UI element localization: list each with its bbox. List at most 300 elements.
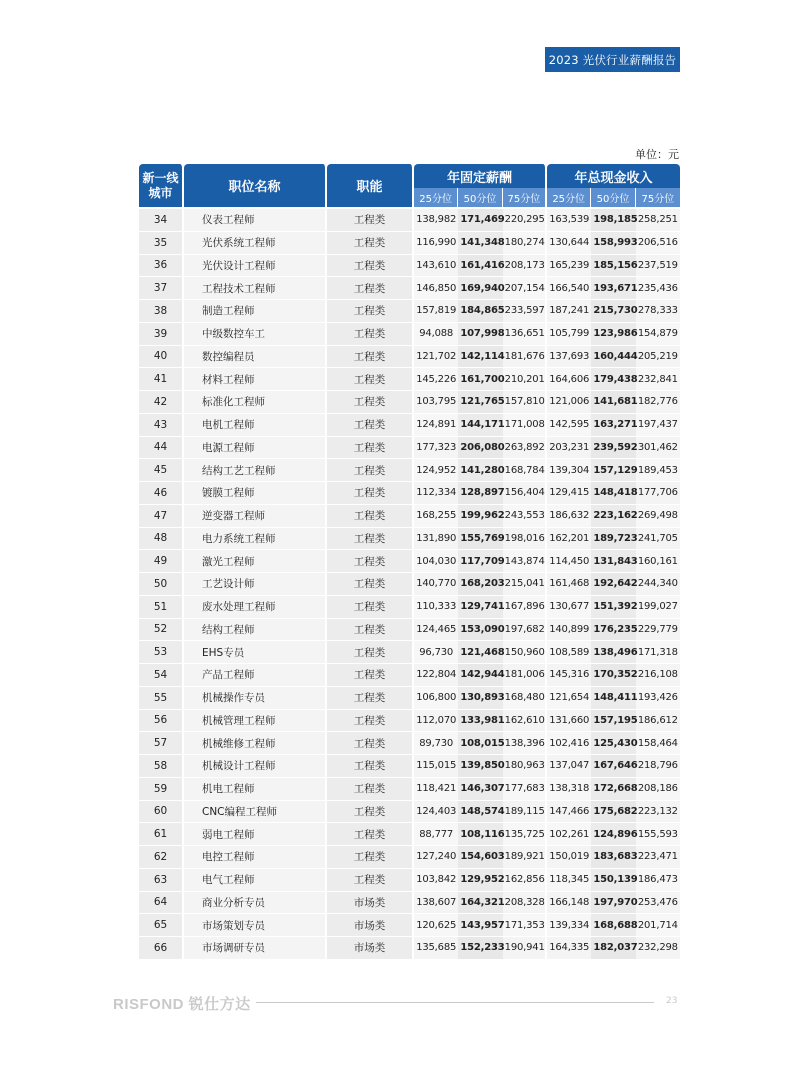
cell-fixed-p50: 107,998 <box>458 323 502 346</box>
table-row <box>139 596 680 619</box>
cell-function: 工程类 <box>327 869 414 892</box>
cell-fixed-p25: 157,819 <box>414 300 458 323</box>
cell-function: 工程类 <box>327 482 414 505</box>
table-row <box>139 823 680 846</box>
table-row <box>139 391 680 414</box>
cell-fixed-p50: 171,469 <box>458 209 502 232</box>
cell-total-p25: 139,304 <box>547 459 591 482</box>
salary-table-wrapper <box>139 164 680 960</box>
cell-position-name: CNC编程工程师 <box>184 801 327 824</box>
cell-city-rank: 60 <box>139 801 184 824</box>
cell-total-p25: 166,540 <box>547 277 591 300</box>
cell-position-name: 机电工程师 <box>184 778 327 801</box>
cell-function: 工程类 <box>327 596 414 619</box>
cell-fixed-p75: 207,154 <box>503 277 547 300</box>
table-row <box>139 346 680 369</box>
cell-fixed-p75: 197,682 <box>503 619 547 642</box>
table-row <box>139 892 680 915</box>
cell-total-p25: 118,345 <box>547 869 591 892</box>
cell-fixed-p75: 220,295 <box>503 209 547 232</box>
table-row <box>139 664 680 687</box>
cell-function: 工程类 <box>327 255 414 278</box>
header-position-name: 职位名称 <box>184 164 327 209</box>
cell-total-p50: 157,195 <box>591 710 635 733</box>
cell-fixed-p25: 112,070 <box>414 710 458 733</box>
cell-fixed-p50: 146,307 <box>458 778 502 801</box>
cell-position-name: 市场策划专员 <box>184 914 327 937</box>
cell-fixed-p25: 116,990 <box>414 232 458 255</box>
cell-fixed-p75: 167,896 <box>503 596 547 619</box>
table-row <box>139 755 680 778</box>
cell-function: 工程类 <box>327 437 414 460</box>
cell-total-p50: 176,235 <box>591 619 635 642</box>
cell-total-p75: 205,219 <box>636 346 680 369</box>
cell-fixed-p50: 199,962 <box>458 505 502 528</box>
cell-city-rank: 66 <box>139 937 184 960</box>
footer-logo: RISFOND 锐仕方达 <box>113 996 251 1013</box>
cell-city-rank: 65 <box>139 914 184 937</box>
cell-total-p75: 186,473 <box>636 869 680 892</box>
cell-function: 工程类 <box>327 710 414 733</box>
cell-city-rank: 53 <box>139 641 184 664</box>
cell-fixed-p50: 206,080 <box>458 437 502 460</box>
cell-fixed-p75: 171,008 <box>503 414 547 437</box>
cell-function: 工程类 <box>327 323 414 346</box>
cell-total-p50: 189,723 <box>591 528 635 551</box>
cell-total-p50: 158,993 <box>591 232 635 255</box>
table-row <box>139 414 680 437</box>
cell-fixed-p25: 89,730 <box>414 732 458 755</box>
cell-fixed-p50: 164,321 <box>458 892 502 915</box>
table-row <box>139 641 680 664</box>
cell-function: 工程类 <box>327 687 414 710</box>
cell-fixed-p50: 129,952 <box>458 869 502 892</box>
salary-table <box>139 164 680 960</box>
cell-fixed-p75: 156,404 <box>503 482 547 505</box>
cell-total-p75: 232,298 <box>636 937 680 960</box>
table-row <box>139 846 680 869</box>
cell-city-rank: 51 <box>139 596 184 619</box>
cell-position-name: 逆变器工程师 <box>184 505 327 528</box>
cell-fixed-p50: 141,348 <box>458 232 502 255</box>
cell-fixed-p25: 124,403 <box>414 801 458 824</box>
cell-total-p50: 123,986 <box>591 323 635 346</box>
table-row <box>139 573 680 596</box>
header-fixed-p25: 25分位 <box>414 188 458 209</box>
cell-total-p50: 197,970 <box>591 892 635 915</box>
cell-fixed-p50: 139,850 <box>458 755 502 778</box>
cell-city-rank: 58 <box>139 755 184 778</box>
header-total-p25: 25分位 <box>547 188 591 209</box>
table-row <box>139 687 680 710</box>
cell-position-name: 电源工程师 <box>184 437 327 460</box>
cell-position-name: 光伏设计工程师 <box>184 255 327 278</box>
cell-total-p25: 203,231 <box>547 437 591 460</box>
table-row <box>139 368 680 391</box>
cell-total-p75: 171,318 <box>636 641 680 664</box>
cell-fixed-p75: 208,173 <box>503 255 547 278</box>
cell-fixed-p75: 138,396 <box>503 732 547 755</box>
cell-fixed-p25: 110,333 <box>414 596 458 619</box>
cell-fixed-p50: 142,114 <box>458 346 502 369</box>
cell-total-p50: 131,843 <box>591 550 635 573</box>
header-fixed-p50: 50分位 <box>458 188 502 209</box>
cell-total-p25: 102,416 <box>547 732 591 755</box>
cell-function: 工程类 <box>327 232 414 255</box>
cell-fixed-p25: 138,607 <box>414 892 458 915</box>
cell-position-name: 电控工程师 <box>184 846 327 869</box>
cell-position-name: 材料工程师 <box>184 368 327 391</box>
cell-total-p25: 129,415 <box>547 482 591 505</box>
cell-position-name: 制造工程师 <box>184 300 327 323</box>
cell-position-name: 弱电工程师 <box>184 823 327 846</box>
cell-total-p50: 160,444 <box>591 346 635 369</box>
cell-fixed-p25: 135,685 <box>414 937 458 960</box>
cell-total-p50: 150,139 <box>591 869 635 892</box>
table-row <box>139 482 680 505</box>
header-total-p50: 50分位 <box>591 188 635 209</box>
cell-fixed-p25: 143,610 <box>414 255 458 278</box>
cell-fixed-p75: 233,597 <box>503 300 547 323</box>
cell-fixed-p75: 162,856 <box>503 869 547 892</box>
cell-total-p75: 269,498 <box>636 505 680 528</box>
cell-total-p50: 148,411 <box>591 687 635 710</box>
cell-city-rank: 63 <box>139 869 184 892</box>
table-row <box>139 937 680 960</box>
cell-total-p25: 162,201 <box>547 528 591 551</box>
cell-total-p50: 125,430 <box>591 732 635 755</box>
cell-fixed-p50: 144,171 <box>458 414 502 437</box>
cell-total-p75: 160,161 <box>636 550 680 573</box>
cell-fixed-p25: 124,952 <box>414 459 458 482</box>
cell-position-name: 产品工程师 <box>184 664 327 687</box>
cell-city-rank: 46 <box>139 482 184 505</box>
cell-fixed-p75: 177,683 <box>503 778 547 801</box>
cell-fixed-p25: 96,730 <box>414 641 458 664</box>
cell-position-name: 标准化工程师 <box>184 391 327 414</box>
table-row <box>139 801 680 824</box>
cell-fixed-p75: 189,921 <box>503 846 547 869</box>
unit-label: 单位：元 <box>635 148 679 161</box>
cell-total-p75: 223,132 <box>636 801 680 824</box>
cell-total-p25: 131,660 <box>547 710 591 733</box>
cell-total-p75: 182,776 <box>636 391 680 414</box>
cell-fixed-p25: 88,777 <box>414 823 458 846</box>
cell-fixed-p75: 157,810 <box>503 391 547 414</box>
footer-divider <box>256 1002 654 1003</box>
cell-function: 工程类 <box>327 846 414 869</box>
cell-fixed-p75: 181,676 <box>503 346 547 369</box>
header-fixed-p75: 75分位 <box>503 188 547 209</box>
cell-position-name: 电机工程师 <box>184 414 327 437</box>
cell-function: 工程类 <box>327 528 414 551</box>
cell-position-name: EHS专员 <box>184 641 327 664</box>
cell-total-p50: 168,688 <box>591 914 635 937</box>
cell-function: 工程类 <box>327 300 414 323</box>
cell-city-rank: 45 <box>139 459 184 482</box>
cell-total-p75: 235,436 <box>636 277 680 300</box>
cell-fixed-p50: 169,940 <box>458 277 502 300</box>
cell-fixed-p50: 121,468 <box>458 641 502 664</box>
cell-total-p25: 186,632 <box>547 505 591 528</box>
cell-fixed-p75: 162,610 <box>503 710 547 733</box>
table-row <box>139 778 680 801</box>
cell-function: 工程类 <box>327 459 414 482</box>
page-number: 23 <box>666 996 678 1006</box>
cell-function: 市场类 <box>327 914 414 937</box>
cell-position-name: 激光工程师 <box>184 550 327 573</box>
cell-position-name: 工艺设计师 <box>184 573 327 596</box>
cell-fixed-p50: 148,574 <box>458 801 502 824</box>
cell-function: 市场类 <box>327 892 414 915</box>
cell-position-name: 机械操作专员 <box>184 687 327 710</box>
cell-fixed-p75: 136,651 <box>503 323 547 346</box>
cell-fixed-p75: 210,201 <box>503 368 547 391</box>
cell-fixed-p50: 108,116 <box>458 823 502 846</box>
cell-total-p50: 198,185 <box>591 209 635 232</box>
cell-fixed-p75: 189,115 <box>503 801 547 824</box>
cell-function: 工程类 <box>327 778 414 801</box>
cell-total-p25: 130,644 <box>547 232 591 255</box>
table-row <box>139 437 680 460</box>
cell-total-p25: 121,654 <box>547 687 591 710</box>
cell-fixed-p25: 122,804 <box>414 664 458 687</box>
cell-total-p50: 239,592 <box>591 437 635 460</box>
cell-total-p75: 241,705 <box>636 528 680 551</box>
cell-fixed-p25: 106,800 <box>414 687 458 710</box>
cell-fixed-p50: 153,090 <box>458 619 502 642</box>
cell-total-p75: 253,476 <box>636 892 680 915</box>
cell-fixed-p50: 129,741 <box>458 596 502 619</box>
cell-fixed-p25: 103,795 <box>414 391 458 414</box>
cell-position-name: 机械管理工程师 <box>184 710 327 733</box>
cell-city-rank: 37 <box>139 277 184 300</box>
header-city: 新一线城市 <box>139 164 184 209</box>
cell-total-p75: 186,612 <box>636 710 680 733</box>
cell-position-name: 市场调研专员 <box>184 937 327 960</box>
cell-total-p50: 215,730 <box>591 300 635 323</box>
cell-function: 工程类 <box>327 505 414 528</box>
cell-fixed-p50: 142,944 <box>458 664 502 687</box>
cell-fixed-p75: 180,274 <box>503 232 547 255</box>
cell-total-p75: 229,779 <box>636 619 680 642</box>
cell-total-p75: 232,841 <box>636 368 680 391</box>
cell-fixed-p25: 146,850 <box>414 277 458 300</box>
cell-fixed-p75: 143,874 <box>503 550 547 573</box>
cell-fixed-p75: 243,553 <box>503 505 547 528</box>
cell-city-rank: 50 <box>139 573 184 596</box>
report-title-tag: 2023 光伏行业薪酬报告 <box>545 47 680 72</box>
cell-fixed-p50: 128,897 <box>458 482 502 505</box>
cell-city-rank: 54 <box>139 664 184 687</box>
table-row <box>139 277 680 300</box>
cell-fixed-p50: 168,203 <box>458 573 502 596</box>
cell-total-p75: 278,333 <box>636 300 680 323</box>
cell-fixed-p50: 161,416 <box>458 255 502 278</box>
cell-position-name: 工程技术工程师 <box>184 277 327 300</box>
cell-total-p25: 137,693 <box>547 346 591 369</box>
cell-total-p50: 148,418 <box>591 482 635 505</box>
cell-function: 工程类 <box>327 755 414 778</box>
cell-position-name: 电力系统工程师 <box>184 528 327 551</box>
cell-total-p25: 187,241 <box>547 300 591 323</box>
cell-total-p75: 197,437 <box>636 414 680 437</box>
cell-fixed-p25: 124,465 <box>414 619 458 642</box>
cell-position-name: 机械维修工程师 <box>184 732 327 755</box>
table-row <box>139 505 680 528</box>
cell-total-p25: 108,589 <box>547 641 591 664</box>
cell-city-rank: 35 <box>139 232 184 255</box>
cell-city-rank: 61 <box>139 823 184 846</box>
cell-total-p50: 179,438 <box>591 368 635 391</box>
cell-total-p75: 154,879 <box>636 323 680 346</box>
cell-total-p75: 193,426 <box>636 687 680 710</box>
cell-total-p25: 105,799 <box>547 323 591 346</box>
cell-fixed-p75: 208,328 <box>503 892 547 915</box>
header-function: 职能 <box>327 164 414 209</box>
cell-city-rank: 62 <box>139 846 184 869</box>
cell-total-p75: 199,027 <box>636 596 680 619</box>
cell-fixed-p50: 154,603 <box>458 846 502 869</box>
cell-position-name: 镀膜工程师 <box>184 482 327 505</box>
cell-position-name: 结构工艺工程师 <box>184 459 327 482</box>
table-row <box>139 300 680 323</box>
cell-total-p50: 163,271 <box>591 414 635 437</box>
cell-total-p75: 155,593 <box>636 823 680 846</box>
cell-function: 工程类 <box>327 368 414 391</box>
cell-total-p75: 301,462 <box>636 437 680 460</box>
cell-function: 工程类 <box>327 823 414 846</box>
cell-position-name: 仪表工程师 <box>184 209 327 232</box>
cell-total-p75: 208,186 <box>636 778 680 801</box>
cell-city-rank: 55 <box>139 687 184 710</box>
cell-total-p25: 139,334 <box>547 914 591 937</box>
cell-total-p75: 218,796 <box>636 755 680 778</box>
cell-fixed-p25: 168,255 <box>414 505 458 528</box>
cell-city-rank: 47 <box>139 505 184 528</box>
cell-fixed-p75: 180,963 <box>503 755 547 778</box>
cell-total-p25: 164,335 <box>547 937 591 960</box>
cell-total-p50: 141,681 <box>591 391 635 414</box>
cell-fixed-p75: 181,006 <box>503 664 547 687</box>
cell-city-rank: 49 <box>139 550 184 573</box>
table-row <box>139 732 680 755</box>
cell-fixed-p50: 108,015 <box>458 732 502 755</box>
cell-fixed-p75: 168,480 <box>503 687 547 710</box>
cell-city-rank: 40 <box>139 346 184 369</box>
table-row <box>139 528 680 551</box>
cell-city-rank: 59 <box>139 778 184 801</box>
cell-total-p50: 170,352 <box>591 664 635 687</box>
cell-fixed-p25: 103,842 <box>414 869 458 892</box>
cell-fixed-p25: 140,770 <box>414 573 458 596</box>
cell-position-name: 机械设计工程师 <box>184 755 327 778</box>
cell-total-p75: 223,471 <box>636 846 680 869</box>
cell-city-rank: 48 <box>139 528 184 551</box>
cell-fixed-p25: 94,088 <box>414 323 458 346</box>
cell-function: 工程类 <box>327 391 414 414</box>
cell-fixed-p25: 120,625 <box>414 914 458 937</box>
cell-function: 工程类 <box>327 414 414 437</box>
cell-total-p75: 244,340 <box>636 573 680 596</box>
cell-position-name: 中级数控车工 <box>184 323 327 346</box>
cell-fixed-p50: 141,280 <box>458 459 502 482</box>
cell-fixed-p75: 190,941 <box>503 937 547 960</box>
table-row <box>139 914 680 937</box>
cell-city-rank: 56 <box>139 710 184 733</box>
table-row <box>139 710 680 733</box>
cell-total-p75: 258,251 <box>636 209 680 232</box>
cell-fixed-p25: 131,890 <box>414 528 458 551</box>
cell-total-p25: 150,019 <box>547 846 591 869</box>
cell-city-rank: 41 <box>139 368 184 391</box>
cell-fixed-p75: 215,041 <box>503 573 547 596</box>
cell-fixed-p25: 124,891 <box>414 414 458 437</box>
cell-fixed-p25: 127,240 <box>414 846 458 869</box>
cell-total-p25: 121,006 <box>547 391 591 414</box>
cell-function: 工程类 <box>327 550 414 573</box>
cell-fixed-p50: 184,865 <box>458 300 502 323</box>
cell-fixed-p75: 150,960 <box>503 641 547 664</box>
cell-total-p25: 163,539 <box>547 209 591 232</box>
cell-fixed-p25: 121,702 <box>414 346 458 369</box>
cell-total-p75: 206,516 <box>636 232 680 255</box>
cell-function: 工程类 <box>327 277 414 300</box>
cell-fixed-p25: 104,030 <box>414 550 458 573</box>
cell-fixed-p75: 135,725 <box>503 823 547 846</box>
header-group-fixed-salary: 年固定薪酬 <box>414 164 547 188</box>
header-total-p75: 75分位 <box>636 188 680 209</box>
cell-fixed-p75: 198,016 <box>503 528 547 551</box>
cell-total-p75: 189,453 <box>636 459 680 482</box>
cell-total-p25: 161,468 <box>547 573 591 596</box>
table-body <box>139 209 680 960</box>
cell-total-p25: 164,606 <box>547 368 591 391</box>
cell-total-p50: 124,896 <box>591 823 635 846</box>
table-row <box>139 619 680 642</box>
cell-city-rank: 52 <box>139 619 184 642</box>
cell-total-p50: 183,683 <box>591 846 635 869</box>
cell-fixed-p25: 112,334 <box>414 482 458 505</box>
cell-function: 市场类 <box>327 937 414 960</box>
cell-city-rank: 43 <box>139 414 184 437</box>
cell-fixed-p50: 121,765 <box>458 391 502 414</box>
cell-fixed-p50: 117,709 <box>458 550 502 573</box>
cell-city-rank: 38 <box>139 300 184 323</box>
table-row <box>139 232 680 255</box>
cell-total-p75: 216,108 <box>636 664 680 687</box>
cell-fixed-p50: 155,769 <box>458 528 502 551</box>
cell-city-rank: 57 <box>139 732 184 755</box>
cell-total-p50: 223,162 <box>591 505 635 528</box>
cell-fixed-p75: 168,784 <box>503 459 547 482</box>
cell-city-rank: 36 <box>139 255 184 278</box>
cell-city-rank: 39 <box>139 323 184 346</box>
cell-total-p75: 201,714 <box>636 914 680 937</box>
header-group-total-cash: 年总现金收入 <box>547 164 680 188</box>
table-row <box>139 459 680 482</box>
cell-fixed-p50: 143,957 <box>458 914 502 937</box>
cell-total-p50: 193,671 <box>591 277 635 300</box>
cell-function: 工程类 <box>327 209 414 232</box>
cell-city-rank: 34 <box>139 209 184 232</box>
cell-total-p50: 167,646 <box>591 755 635 778</box>
cell-fixed-p25: 177,323 <box>414 437 458 460</box>
cell-position-name: 电气工程师 <box>184 869 327 892</box>
table-row <box>139 255 680 278</box>
cell-total-p25: 166,148 <box>547 892 591 915</box>
table-row <box>139 209 680 232</box>
